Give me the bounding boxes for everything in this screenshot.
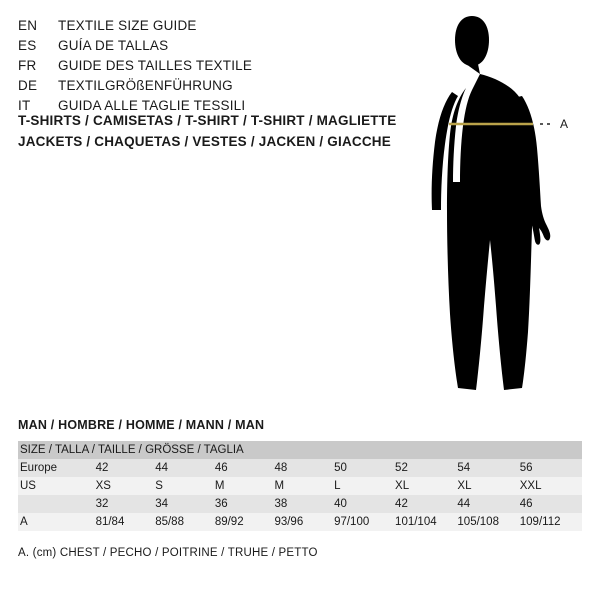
cell: XXL: [520, 477, 582, 495]
cell: 52: [395, 459, 457, 477]
cell: M: [274, 477, 334, 495]
language-text: TEXTILGRÖßENFÜHRUNG: [58, 78, 233, 93]
language-text: GUIDA ALLE TAGLIE TESSILI: [58, 98, 246, 113]
language-code: FR: [18, 58, 37, 73]
language-text: TEXTILE SIZE GUIDE: [58, 18, 197, 33]
cell: 89/92: [215, 513, 275, 531]
category-tshirts: T-SHIRTS / CAMISETAS / T-SHIRT / T-SHIRT / MAGLIETTE: [18, 113, 397, 128]
cell: 56: [520, 459, 582, 477]
cell: 44: [457, 495, 519, 513]
row-label: US: [18, 477, 96, 495]
table-row: [18, 513, 582, 531]
row-label: Europe: [18, 459, 96, 477]
cell: 101/104: [395, 513, 457, 531]
cell: 54: [457, 459, 519, 477]
cell: 81/84: [96, 513, 156, 531]
cell: XL: [457, 477, 519, 495]
cell: 42: [395, 495, 457, 513]
footnote: A. (cm) CHEST / PECHO / POITRINE / TRUHE / PETTO: [18, 547, 318, 559]
chest-measure-label: A: [560, 117, 569, 131]
cell: S: [155, 477, 215, 495]
cell: 40: [334, 495, 395, 513]
cell: 44: [155, 459, 215, 477]
row-label: [18, 495, 96, 513]
cell: 36: [215, 495, 275, 513]
cell: M: [215, 477, 275, 495]
language-row: [18, 56, 398, 76]
table-row: [18, 459, 582, 477]
cell: 46: [215, 459, 275, 477]
language-row: [18, 36, 398, 56]
cell: XL: [395, 477, 457, 495]
cell: 50: [334, 459, 395, 477]
language-code: EN: [18, 18, 38, 33]
cell: 93/96: [274, 513, 334, 531]
language-row: [18, 76, 398, 96]
figure-svg: [400, 14, 600, 404]
language-code: DE: [18, 78, 38, 93]
row-label: A: [18, 513, 96, 531]
table-group-label: MAN / HOMBRE / HOMME / MANN / MAN: [18, 418, 265, 432]
cell: 109/112: [520, 513, 582, 531]
language-text: GUÍA DE TALLAS: [58, 38, 169, 53]
size-table: [18, 441, 582, 531]
cell: 34: [155, 495, 215, 513]
cell: 46: [520, 495, 582, 513]
cell: 42: [96, 459, 156, 477]
cell: 48: [274, 459, 334, 477]
male-figure-illustration: [400, 14, 600, 404]
cell: 97/100: [334, 513, 395, 531]
category-list: [18, 110, 438, 152]
language-list: [18, 16, 398, 116]
language-text: GUIDE DES TAILLES TEXTILE: [58, 58, 253, 73]
table-row: [18, 477, 582, 495]
language-row: [18, 16, 398, 36]
table-header-label: SIZE / TALLA / TAILLE / GRÖSSE / TAGLIA: [18, 441, 582, 459]
cell: XS: [96, 477, 156, 495]
table-header-row: [18, 441, 582, 459]
cell: 38: [274, 495, 334, 513]
language-code: ES: [18, 38, 37, 53]
cell: 105/108: [457, 513, 519, 531]
category-jackets: JACKETS / CHAQUETAS / VESTES / JACKEN / GIACCHE: [18, 134, 391, 149]
table-row: [18, 495, 582, 513]
cell: 85/88: [155, 513, 215, 531]
cell: 32: [96, 495, 156, 513]
language-code: IT: [18, 98, 31, 113]
cell: L: [334, 477, 395, 495]
